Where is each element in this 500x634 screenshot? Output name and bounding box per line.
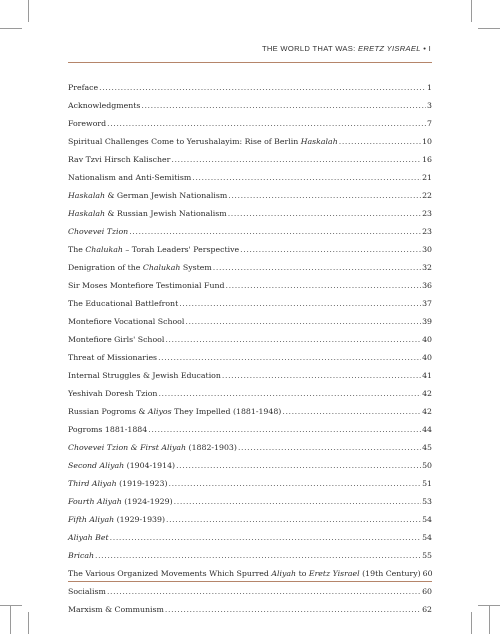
toc-entry-title (68, 475, 168, 493)
toc-entry (68, 259, 432, 277)
crop-mark (489, 606, 490, 634)
toc-dot-leader (179, 295, 421, 313)
toc-entry-title (68, 511, 165, 529)
toc-dot-leader (339, 133, 421, 151)
toc-entry-title-italic: Aliyah Bet (68, 533, 109, 542)
toc-entry-title-text: Spiritual Challenges Come to Yerushalayim: Rise of Berlin (68, 137, 301, 146)
toc-dot-leader (213, 259, 421, 277)
toc-entry-title (68, 493, 173, 511)
toc-page-number: 32 (422, 263, 432, 272)
toc-entry (68, 169, 432, 187)
crop-mark (0, 605, 22, 606)
toc-entry-title-text: Preface (68, 83, 99, 92)
toc-entry-title (68, 601, 164, 619)
toc-entry-title (68, 295, 178, 313)
toc-entry-title-text: Threat of Missionaries (68, 353, 158, 362)
toc-entry-title-text: – Torah Leaders' Perspective (122, 245, 240, 254)
table-of-contents (68, 79, 432, 619)
toc-dot-leader (141, 97, 426, 115)
toc-entry-title (68, 403, 281, 421)
toc-entry (68, 205, 432, 223)
toc-page-number: 23 (422, 227, 432, 236)
toc-entry (68, 151, 432, 169)
toc-entry-title-italic: Chovevei Tzion (68, 227, 129, 236)
toc-dot-leader (148, 421, 421, 439)
toc-entry-title-text: They Impelled (1881-1948) (171, 407, 282, 416)
toc-page-number: 36 (422, 281, 432, 290)
toc-entry-title-italic: Second Aliyah (68, 461, 125, 470)
toc-dot-leader (158, 385, 421, 403)
toc-entry (68, 511, 432, 529)
toc-dot-leader (107, 115, 426, 133)
toc-entry (68, 241, 432, 259)
toc-dot-leader (192, 169, 421, 187)
toc-dot-leader (171, 151, 421, 169)
toc-entry (68, 457, 432, 475)
toc-entry (68, 583, 432, 601)
toc-entry-title (68, 241, 239, 259)
toc-page-number: 1 (427, 83, 432, 92)
toc-entry-title-text: The (68, 245, 86, 254)
toc-page-number: 42 (422, 407, 432, 416)
toc-entry-title-text: Russian Pogroms & (68, 407, 148, 416)
toc-dot-leader (185, 313, 421, 331)
toc-entry-title (68, 169, 191, 187)
toc-entry-title (68, 547, 94, 565)
toc-entry-title-italic: Haskalah (68, 209, 105, 218)
toc-entry-title-text: Denigration of the (68, 263, 143, 272)
toc-entry-title-text: (1904-1914) (124, 461, 176, 470)
toc-entry-title-italic: Fourth Aliyah (68, 497, 122, 506)
toc-dot-leader (165, 601, 421, 619)
toc-page-number: 10 (422, 137, 432, 146)
toc-dot-leader (225, 277, 421, 295)
toc-entry-title-text: & German Jewish Nationalism (105, 191, 228, 200)
toc-dot-leader (282, 403, 421, 421)
toc-entry-title-text: to (296, 569, 309, 578)
toc-entry-title-text: (1924-1929) (121, 497, 173, 506)
toc-page-number: 62 (422, 605, 432, 614)
toc-entry-title (68, 457, 175, 475)
toc-entry-title (68, 259, 212, 277)
toc-entry-title-text: Montefiore Girls' School (68, 335, 165, 344)
toc-page-number: 42 (422, 389, 432, 398)
toc-entry (68, 493, 432, 511)
toc-page-number: 23 (422, 209, 432, 218)
toc-dot-leader (99, 79, 426, 97)
toc-entry-title-text: Rav Tzvi Hirsch Kalischer (68, 155, 171, 164)
toc-entry-title-text: The Various Organized Movements Which Spurred (68, 569, 272, 578)
toc-entry (68, 79, 432, 97)
toc-entry (68, 115, 432, 133)
running-header (0, 44, 431, 53)
toc-entry-title-italic: Eretz Yisrael (308, 569, 360, 578)
toc-entry-title-italic: Third Aliyah (68, 479, 117, 488)
toc-dot-leader (169, 475, 422, 493)
toc-entry-title (68, 583, 106, 601)
toc-entry (68, 349, 432, 367)
toc-entry-title-italic: Chalukah (85, 245, 123, 254)
footer-rule (68, 581, 432, 582)
toc-entry-title (68, 79, 98, 97)
toc-dot-leader (158, 349, 421, 367)
toc-entry-title (68, 367, 221, 385)
toc-entry (68, 133, 432, 151)
toc-entry-title-text: Acknowledgments (68, 101, 141, 110)
toc-entry (68, 475, 432, 493)
toc-entry-title (68, 313, 184, 331)
toc-entry (68, 601, 432, 619)
header-rule (68, 62, 432, 63)
toc-page-number: 7 (427, 119, 432, 128)
toc-entry-title-italic: Fifth Aliyah (68, 515, 115, 524)
header-title: THE WORLD THAT WAS: (261, 44, 358, 53)
toc-entry-title (68, 529, 109, 547)
toc-entry-title-italic: Aliyah (271, 569, 297, 578)
toc-page-number: 30 (422, 245, 432, 254)
toc-page-number: 22 (422, 191, 432, 200)
toc-dot-leader (107, 583, 421, 601)
toc-entry (68, 439, 432, 457)
crop-mark (28, 612, 29, 634)
toc-entry (68, 277, 432, 295)
toc-entry-title (68, 349, 157, 367)
toc-entry-title (68, 421, 147, 439)
toc-dot-leader (228, 205, 421, 223)
toc-dot-leader (238, 439, 421, 457)
toc-page-number: 37 (422, 299, 432, 308)
header-title-italic: ERETZ YISRAEL (357, 44, 421, 53)
toc-entry-title-text: Yeshivah Doresh Tzion (68, 389, 158, 398)
toc-entry (68, 421, 432, 439)
toc-page-number: 40 (422, 335, 432, 344)
toc-entry (68, 367, 432, 385)
toc-page-number: 41 (422, 371, 432, 380)
toc-entry-title-italic: Bricah (68, 551, 94, 560)
toc-page-number: 50 (422, 461, 432, 470)
crop-mark (471, 612, 472, 634)
toc-page-number: 44 (422, 425, 432, 434)
toc-entry-title-italic: Chalukah (142, 263, 181, 272)
toc-page-number: 60 (422, 587, 432, 596)
toc-page-number: 51 (422, 479, 432, 488)
toc-entry-title-text: System (180, 263, 212, 272)
toc-entry-title (68, 133, 338, 151)
toc-dot-leader (228, 187, 421, 205)
toc-entry-title-text: Montefiore Vocational School (68, 317, 185, 326)
toc-entry-title (68, 277, 224, 295)
header-page-number: • I (420, 44, 431, 53)
toc-dot-leader (166, 511, 421, 529)
toc-dot-leader (95, 547, 421, 565)
toc-entry (68, 187, 432, 205)
toc-entry-title (68, 205, 227, 223)
toc-entry-title (68, 385, 157, 403)
toc-entry-title-text: Socialism (68, 587, 106, 596)
crop-mark (0, 28, 22, 29)
toc-entry-title-text: (19th Century) (359, 569, 421, 578)
toc-entry (68, 97, 432, 115)
toc-page-number: 54 (422, 515, 432, 524)
toc-entry-title-text: The Educational Battlefront (68, 299, 179, 308)
toc-entry-title-text: (1882-1903) (186, 443, 237, 452)
crop-mark (28, 0, 29, 22)
toc-entry-title-text: Pogroms 1881-1884 (68, 425, 148, 434)
toc-entry-title-text: Nationalism and Anti-Semitism (68, 173, 192, 182)
toc-entry-title-italic: Chovevei Tzion & First Aliyah (68, 443, 187, 452)
toc-page-number: 39 (422, 317, 432, 326)
toc-page-number: 60 (422, 569, 433, 578)
toc-entry (68, 385, 432, 403)
toc-entry (68, 331, 432, 349)
toc-entry-title-text: Marxism & Communism (68, 605, 164, 614)
toc-page-number: 3 (427, 101, 432, 110)
toc-dot-leader (129, 223, 421, 241)
toc-entry-title-text: (1919-1923) (116, 479, 168, 488)
toc-entry-title-text: Foreword (68, 119, 107, 128)
toc-dot-leader (176, 457, 421, 475)
toc-entry-title-text: Sir Moses Montefiore Testimonial Fund (68, 281, 225, 290)
toc-page-number: 53 (422, 497, 432, 506)
crop-mark (471, 0, 472, 22)
toc-entry-title (68, 331, 164, 349)
toc-page-number: 55 (422, 551, 432, 560)
crop-mark (478, 28, 500, 29)
toc-entry-title-text: (1929-1939) (114, 515, 166, 524)
toc-entry (68, 223, 432, 241)
toc-entry (68, 529, 432, 547)
toc-entry-title (68, 151, 170, 169)
toc-entry-title-italic: Haskalah (68, 191, 105, 200)
toc-page-number: 40 (422, 353, 432, 362)
toc-entry (68, 547, 432, 565)
toc-dot-leader (240, 241, 421, 259)
toc-page-number: 45 (422, 443, 432, 452)
toc-entry-title (68, 223, 128, 241)
toc-entry-title (68, 97, 140, 115)
toc-dot-leader (165, 331, 421, 349)
toc-entry-title-italic: Haskalah (300, 137, 338, 146)
toc-entry-title-text: & Russian Jewish Nationalism (105, 209, 227, 218)
toc-page-number: 21 (422, 173, 432, 182)
toc-dot-leader (222, 367, 421, 385)
toc-page-number: 16 (422, 155, 432, 164)
toc-entry (68, 403, 432, 421)
toc-entry-title-text: Internal Struggles & Jewish Education (68, 371, 221, 380)
toc-entry-title (68, 439, 237, 457)
toc-entry-title (68, 115, 106, 133)
toc-entry-title-italic: Aliyos (147, 407, 172, 416)
toc-entry-title (68, 187, 227, 205)
toc-entry (68, 313, 432, 331)
toc-entry (68, 295, 432, 313)
toc-dot-leader (174, 493, 421, 511)
toc-dot-leader (110, 529, 421, 547)
toc-page-number: 54 (422, 533, 432, 542)
crop-mark (10, 606, 11, 634)
